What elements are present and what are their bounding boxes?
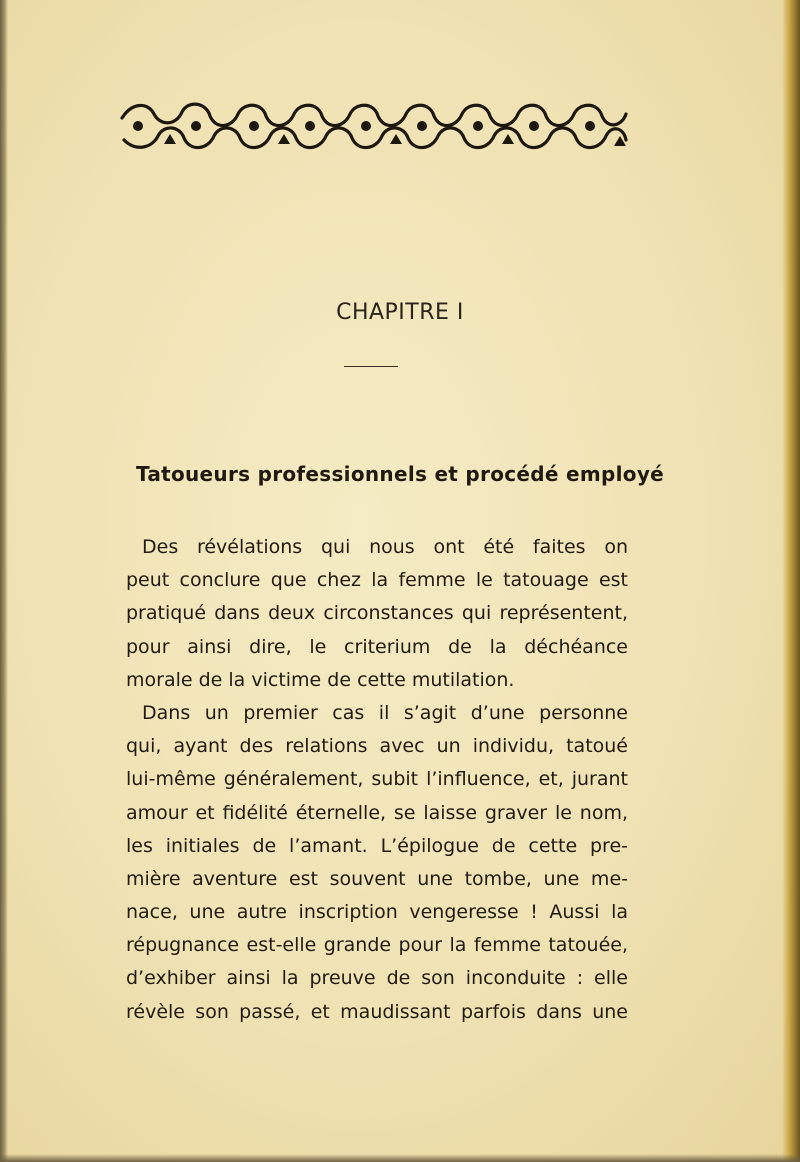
page-fore-edge <box>782 0 800 1162</box>
text-line: qui, ayant des relations avec un individu, tatoué <box>126 735 628 758</box>
text-line: révèle son passé, et maudissant parfois dans une <box>126 1000 628 1023</box>
text-line: mière aventure est souvent une tombe, une me- <box>126 867 628 890</box>
page-bottom-edge <box>0 1154 800 1162</box>
title-divider <box>344 366 398 367</box>
text-line: amour et fidélité éternelle, se laisse graver le nom, <box>126 801 628 824</box>
text-line: peut conclure que chez la femme le tatouage est <box>126 569 628 592</box>
text-line: d’exhiber ainsi la preuve de son inconduite : elle <box>126 967 628 990</box>
decorative-headpiece <box>118 96 630 154</box>
page-binding-edge <box>0 0 8 1162</box>
section-heading: Tatoueurs professionnels et procédé employé <box>135 462 665 486</box>
chapter-title: CHAPITRE I <box>336 300 464 325</box>
text-line: les initiales de l’amant. L’épilogue de cette pre- <box>126 834 628 857</box>
text-line: pratiqué dans deux circonstances qui représentent, <box>126 602 628 625</box>
text-line: lui-même généralement, subit l’influence, et, jurant <box>126 768 628 791</box>
text-line: répugnance est-elle grande pour la femme tatouée, <box>126 934 628 957</box>
text-line: Dans un premier cas il s’agit d’une personne <box>142 701 628 724</box>
text-line: morale de la victime de cette mutilation. <box>126 668 515 691</box>
body-paragraphs <box>126 531 628 1029</box>
text-line: nace, une autre inscription vengeresse ! Aussi la <box>126 901 628 924</box>
text-line: Des révélations qui nous ont été faites on <box>142 536 628 558</box>
text-line: pour ainsi dire, le criterium de la déchéance <box>126 635 628 658</box>
